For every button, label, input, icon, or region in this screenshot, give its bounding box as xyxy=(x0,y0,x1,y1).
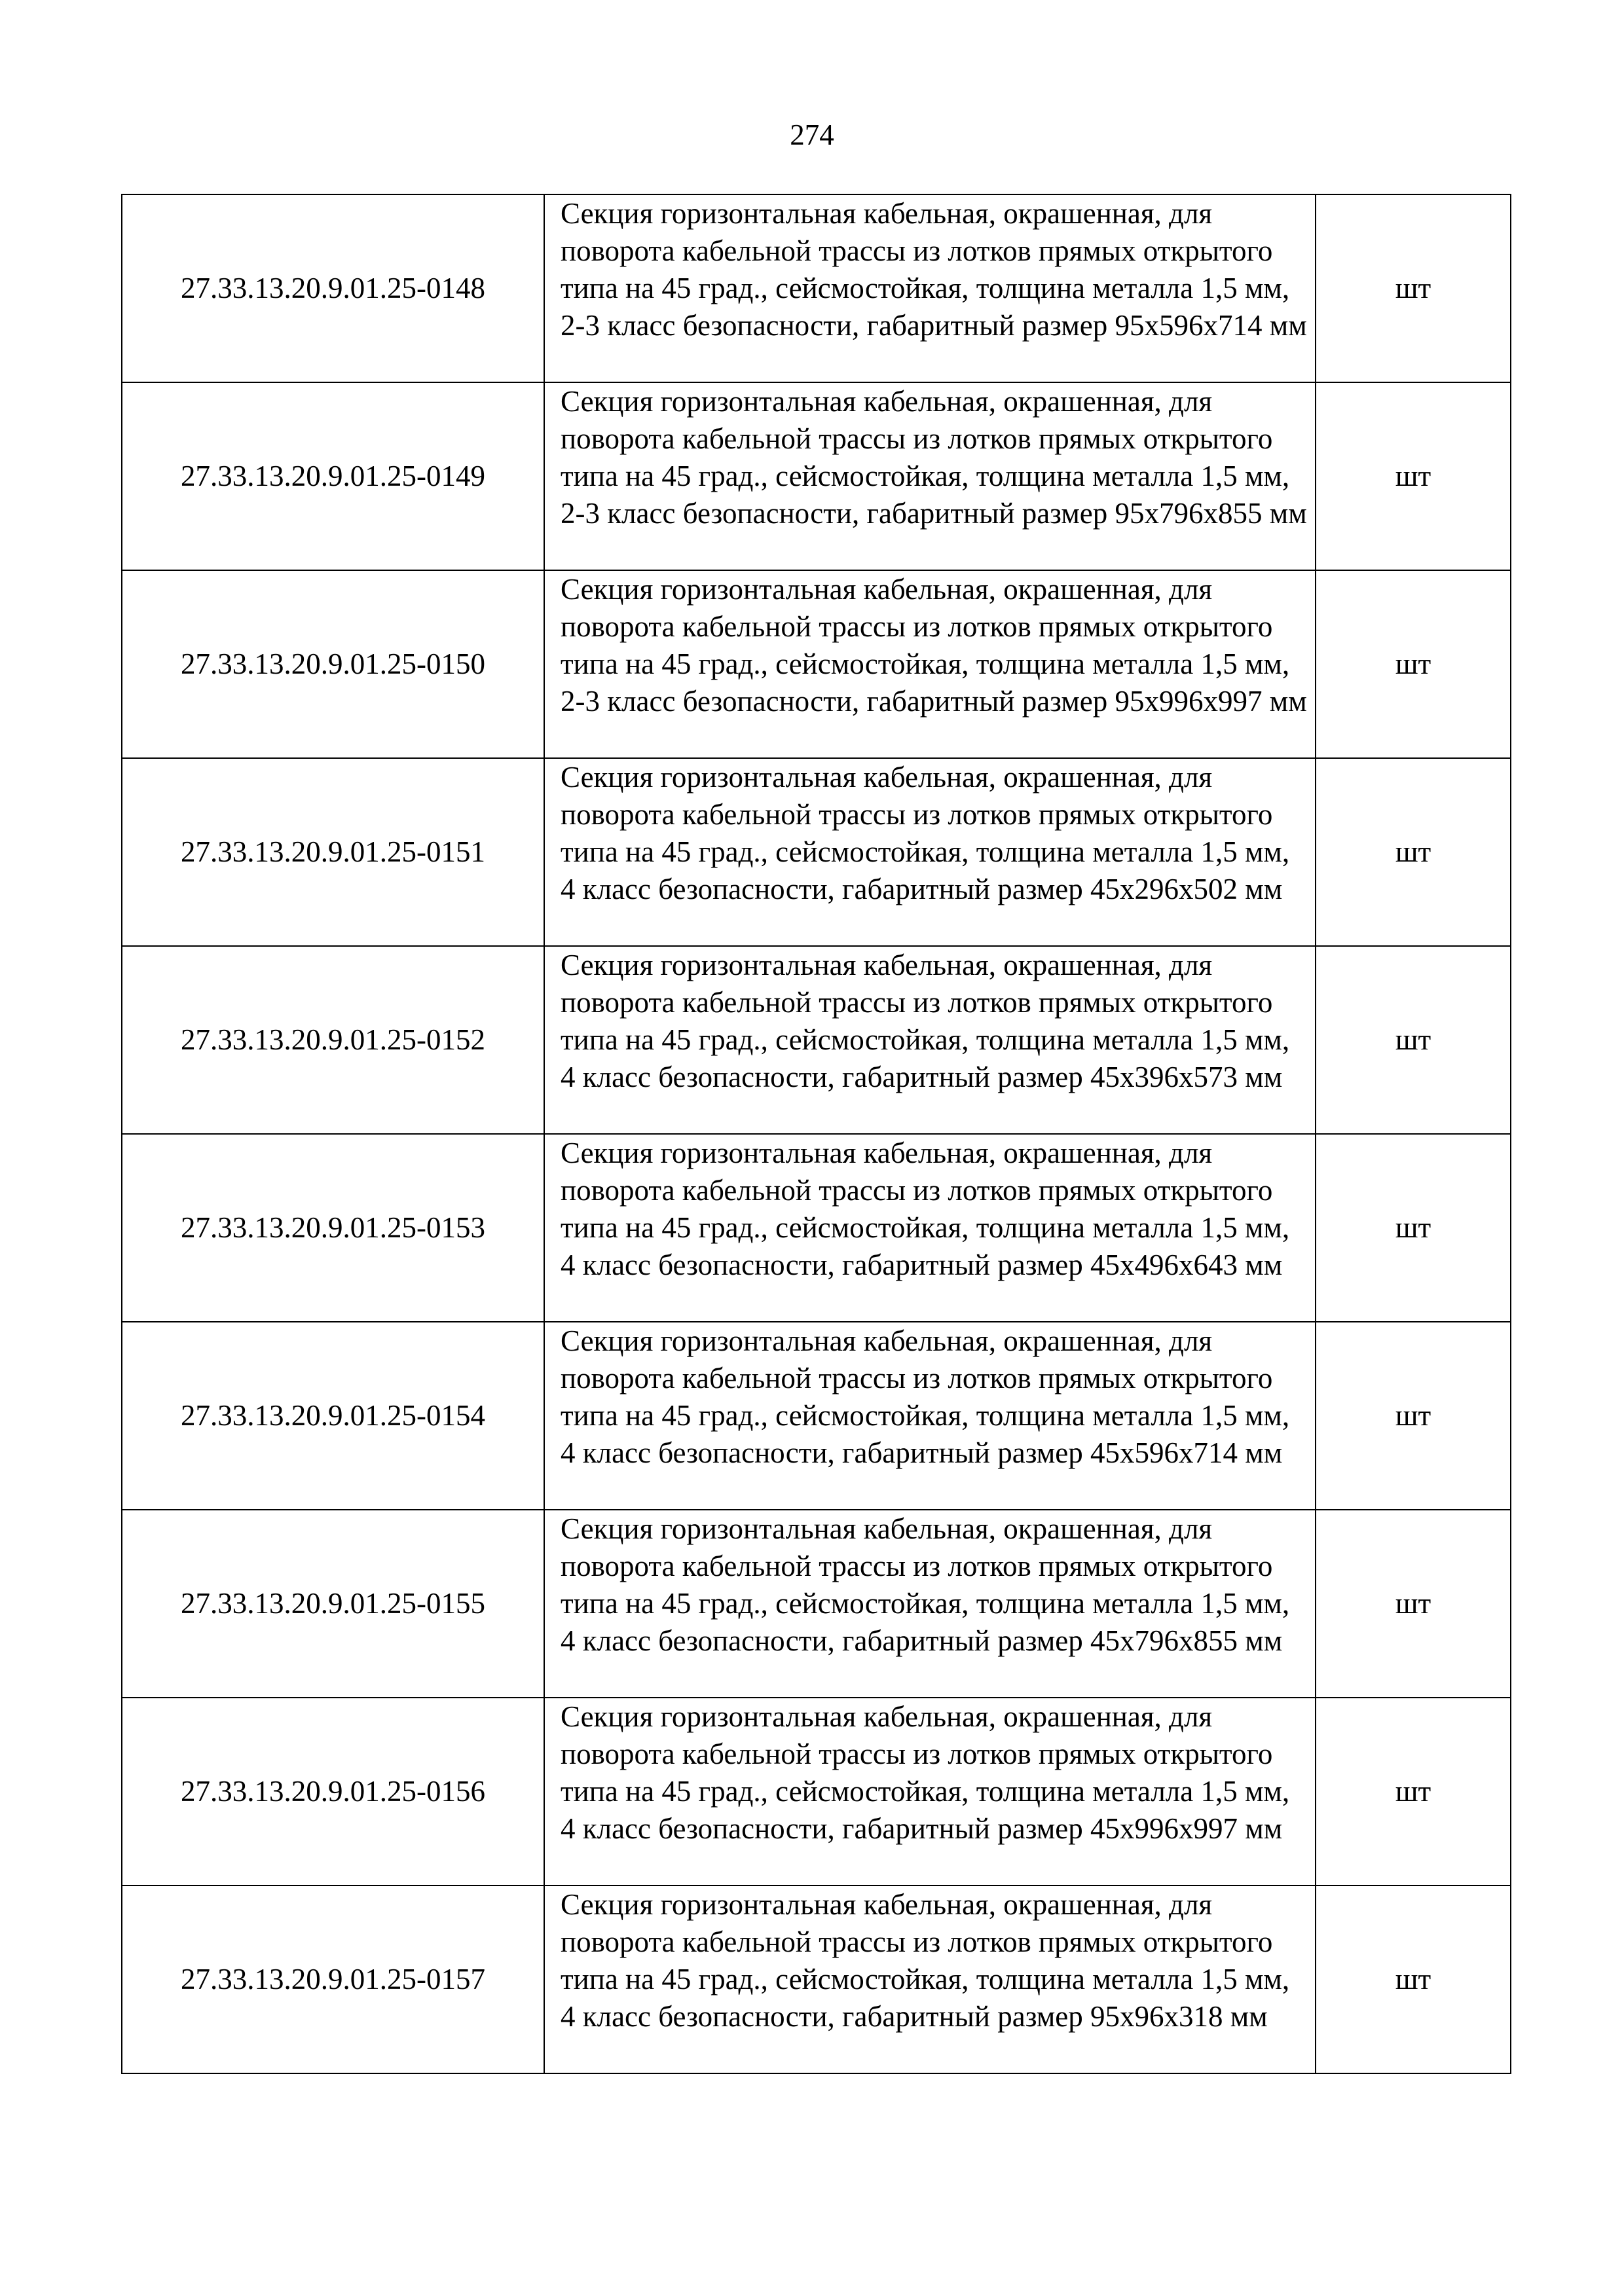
unit-of-measure: шт xyxy=(1316,1134,1511,1322)
resource-code: 27.33.13.20.9.01.25-0148 xyxy=(122,194,544,382)
resource-code: 27.33.13.20.9.01.25-0151 xyxy=(122,758,544,946)
page-number: 274 xyxy=(790,118,834,151)
unit-of-measure: шт xyxy=(1316,1698,1511,1886)
table-row xyxy=(122,1510,1511,1698)
table-row xyxy=(122,758,1511,946)
unit-of-measure: шт xyxy=(1316,946,1511,1134)
unit-of-measure: шт xyxy=(1316,1510,1511,1698)
resource-code: 27.33.13.20.9.01.25-0157 xyxy=(122,1886,544,2073)
resource-code: 27.33.13.20.9.01.25-0156 xyxy=(122,1698,544,1886)
resource-description: Секция горизонтальная кабельная, окрашенная, для поворота кабельной трассы из лотков прямых открытого типа на 45 град., сейсмостойкая, толщина металла 1,5 мм, 4 класс безопасности, габаритный размер 45х796х855 мм xyxy=(544,1510,1316,1698)
table-row xyxy=(122,1134,1511,1322)
unit-of-measure: шт xyxy=(1316,570,1511,758)
resource-description: Секция горизонтальная кабельная, окрашенная, для поворота кабельной трассы из лотков прямых открытого типа на 45 град., сейсмостойкая, толщина металла 1,5 мм, 2-3 класс безопасности, габаритный размер 95х996х997 мм xyxy=(544,570,1316,758)
table-row xyxy=(122,1886,1511,2073)
resource-code: 27.33.13.20.9.01.25-0150 xyxy=(122,570,544,758)
resource-description: Секция горизонтальная кабельная, окрашенная, для поворота кабельной трассы из лотков прямых открытого типа на 45 град., сейсмостойкая, толщина металла 1,5 мм, 4 класс безопасности, габаритный размер 95х96х318 мм xyxy=(544,1886,1316,2073)
table-row xyxy=(122,1698,1511,1886)
resource-description: Секция горизонтальная кабельная, окрашенная, для поворота кабельной трассы из лотков прямых открытого типа на 45 град., сейсмостойкая, толщина металла 1,5 мм, 4 класс безопасности, габаритный размер 45х496х643 мм xyxy=(544,1134,1316,1322)
table-body xyxy=(122,194,1511,2073)
resource-description: Секция горизонтальная кабельная, окрашенная, для поворота кабельной трассы из лотков прямых открытого типа на 45 град., сейсмостойкая, толщина металла 1,5 мм, 4 класс безопасности, габаритный размер 45х996х997 мм xyxy=(544,1698,1316,1886)
resource-description: Секция горизонтальная кабельная, окрашенная, для поворота кабельной трассы из лотков прямых открытого типа на 45 град., сейсмостойкая, толщина металла 1,5 мм, 2-3 класс безопасности, габаритный размер 95х596х714 мм xyxy=(544,194,1316,382)
table-row xyxy=(122,382,1511,570)
unit-of-measure: шт xyxy=(1316,1322,1511,1510)
table-row xyxy=(122,570,1511,758)
resource-code: 27.33.13.20.9.01.25-0155 xyxy=(122,1510,544,1698)
resource-description: Секция горизонтальная кабельная, окрашенная, для поворота кабельной трассы из лотков прямых открытого типа на 45 град., сейсмостойкая, толщина металла 1,5 мм, 2-3 класс безопасности, габаритный размер 95х796х855 мм xyxy=(544,382,1316,570)
resource-table xyxy=(121,194,1511,2074)
resource-code: 27.33.13.20.9.01.25-0152 xyxy=(122,946,544,1134)
resource-description: Секция горизонтальная кабельная, окрашенная, для поворота кабельной трассы из лотков прямых открытого типа на 45 град., сейсмостойкая, толщина металла 1,5 мм, 4 класс безопасности, габаритный размер 45х596х714 мм xyxy=(544,1322,1316,1510)
resource-code: 27.33.13.20.9.01.25-0149 xyxy=(122,382,544,570)
resource-description: Секция горизонтальная кабельная, окрашенная, для поворота кабельной трассы из лотков прямых открытого типа на 45 град., сейсмостойкая, толщина металла 1,5 мм, 4 класс безопасности, габаритный размер 45х296х502 мм xyxy=(544,758,1316,946)
table-row xyxy=(122,1322,1511,1510)
resource-code: 27.33.13.20.9.01.25-0154 xyxy=(122,1322,544,1510)
unit-of-measure: шт xyxy=(1316,382,1511,570)
unit-of-measure: шт xyxy=(1316,1886,1511,2073)
resource-code: 27.33.13.20.9.01.25-0153 xyxy=(122,1134,544,1322)
table-row xyxy=(122,194,1511,382)
resource-description: Секция горизонтальная кабельная, окрашенная, для поворота кабельной трассы из лотков прямых открытого типа на 45 град., сейсмостойкая, толщина металла 1,5 мм, 4 класс безопасности, габаритный размер 45х396х573 мм xyxy=(544,946,1316,1134)
unit-of-measure: шт xyxy=(1316,194,1511,382)
unit-of-measure: шт xyxy=(1316,758,1511,946)
table-row xyxy=(122,946,1511,1134)
